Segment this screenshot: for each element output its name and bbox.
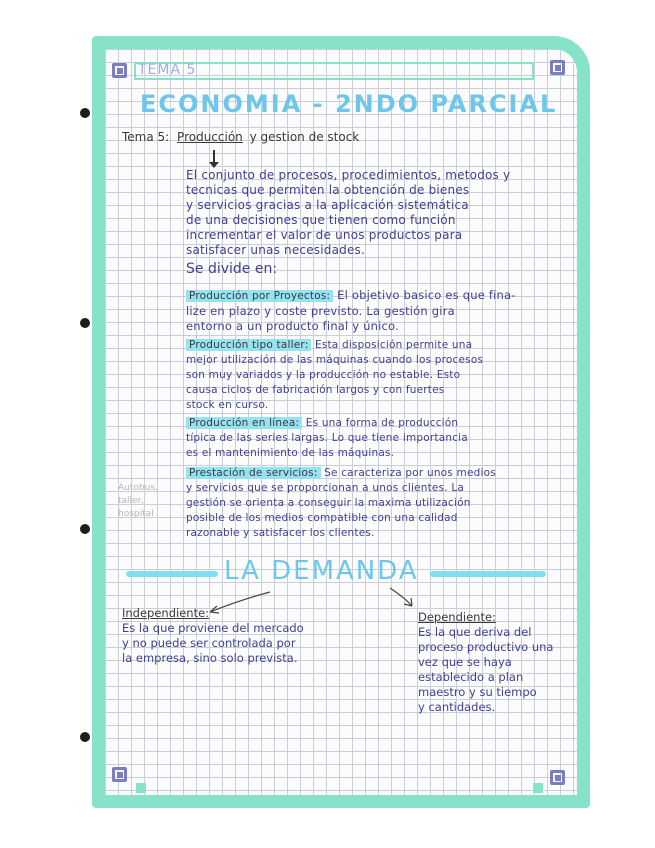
topic-prefix: Tema 5: — [122, 130, 170, 144]
dependiente-line: proceso productivo una — [418, 640, 554, 654]
type-line: stock en curso. — [186, 399, 269, 411]
definition-line: y servicios gracias a la aplicación sistemática — [186, 198, 469, 212]
type-line: razonable y satisfacer los clientes. — [186, 527, 375, 539]
dependiente-line: Es la que deriva del — [418, 625, 532, 639]
dependiente-line: vez que se haya — [418, 655, 512, 669]
type-line: Es una forma de producción — [305, 417, 459, 429]
type-line: Se caracteriza por unos medios — [324, 467, 496, 479]
type-line: son muy variados y la producción no estable. Esto — [186, 369, 461, 381]
type-line: causa ciclos de fabricación largos y con fuertes — [186, 384, 445, 396]
dependiente-heading: Dependiente: — [418, 610, 496, 624]
side-note-line: hospital — [118, 509, 154, 519]
side-note-line: taller, — [118, 496, 145, 506]
independiente-block — [122, 606, 304, 666]
demanda-title: LA DEMANDA — [224, 556, 419, 586]
type-line: y servicios que se proporcionan a unos clientes. La — [186, 482, 465, 494]
type-line: entorno a un producto final y único. — [186, 319, 399, 333]
side-note-line: Autobus, — [118, 483, 158, 493]
topic-rest: y gestion de stock — [249, 130, 360, 144]
dependiente-line: y cantidades. — [418, 700, 496, 714]
page-title: ECONOMIA - 2NDO PARCIAL — [140, 90, 558, 118]
topic-underlined: Producción — [177, 130, 243, 144]
type-line: gestión se orienta a conseguir la maxima utilización — [186, 497, 471, 509]
type-heading: Producción en línea: — [186, 417, 302, 429]
dependiente-block — [418, 610, 553, 715]
independiente-heading: Independiente: — [122, 606, 210, 620]
dependiente-line: establecido a plan — [418, 670, 524, 684]
type-heading: Prestación de servicios: — [186, 467, 321, 479]
independiente-line: Es la que proviene del mercado — [122, 621, 304, 635]
definition-line: El conjunto de procesos, procedimientos, metodos y — [186, 168, 511, 182]
dependiente-line: maestro y su tiempo — [418, 685, 537, 699]
tema-label: TEMA 5 — [138, 62, 197, 78]
type-heading: Producción por Proyectos: — [186, 290, 333, 302]
type-heading: Producción tipo taller: — [186, 339, 311, 351]
type-line: Esta disposición permite una — [314, 339, 473, 351]
type-line: es el mantenimiento de las máquinas. — [186, 447, 395, 459]
type-line: El objetivo basico es que fina- — [337, 288, 516, 302]
definition-line: incrementar el valor de unos productos para — [186, 228, 463, 242]
definition-line: de una decisiones que tienen como función — [186, 213, 456, 227]
type-line: lize en plazo y coste previsto. La gestión gira — [186, 304, 455, 318]
independiente-line: y no puede ser controlada por — [122, 636, 296, 650]
definition-line: satisfacer unas necesidades. — [186, 243, 366, 257]
type-line: típica de las series largas. Lo que tiene importancia — [186, 432, 468, 444]
independiente-line: la empresa, sino solo prevista. — [122, 651, 298, 665]
definition-line: tecnicas que permiten la obtención de bienes — [186, 183, 470, 197]
divide-label: Se divide en: — [186, 261, 278, 277]
type-line: posible de los medios compatible con una calidad — [186, 512, 458, 524]
type-line: mejor utilización de las máquinas cuando los procesos — [186, 354, 484, 366]
arrow-right-icon — [390, 588, 412, 606]
